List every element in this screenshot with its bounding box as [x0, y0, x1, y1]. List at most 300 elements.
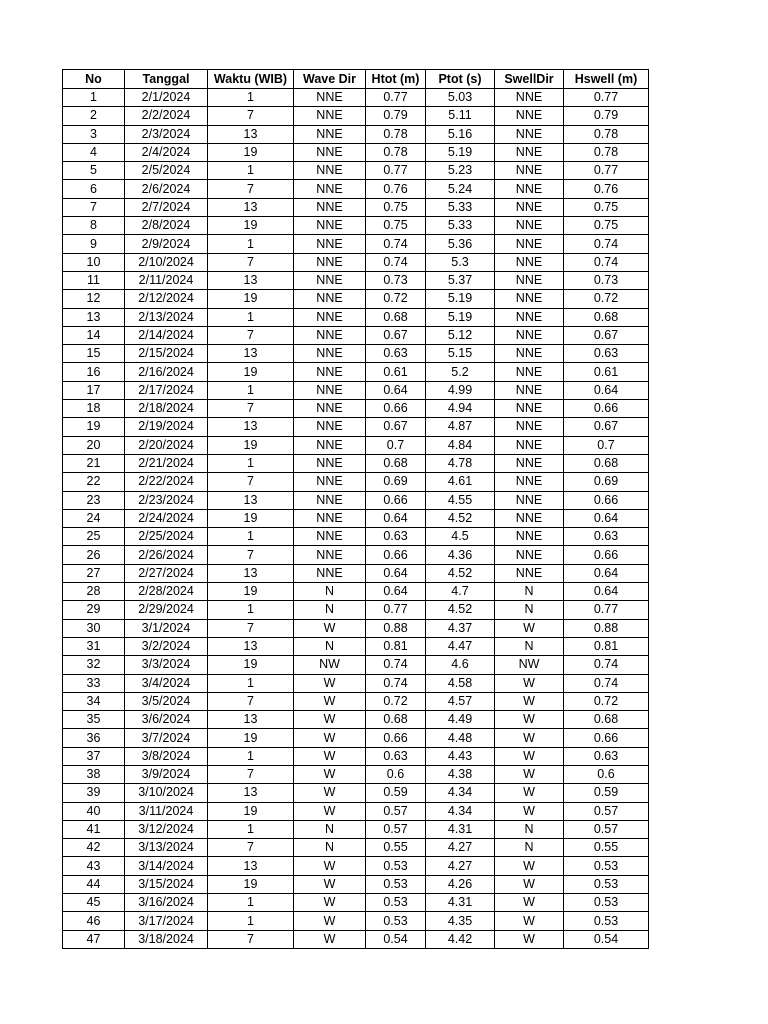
header-waktu: Waktu (WIB): [208, 70, 294, 89]
cell-ptot: 5.16: [426, 125, 495, 143]
cell-hswell: 0.79: [564, 107, 649, 125]
cell-htot: 0.67: [366, 326, 426, 344]
cell-no: 40: [63, 802, 125, 820]
cell-tanggal: 2/24/2024: [125, 509, 208, 527]
cell-no: 36: [63, 729, 125, 747]
cell-hswell: 0.72: [564, 290, 649, 308]
cell-wave-dir: NNE: [294, 418, 366, 436]
cell-waktu: 13: [208, 271, 294, 289]
cell-swell-dir: W: [495, 729, 564, 747]
header-swell-dir: SwellDir: [495, 70, 564, 89]
cell-no: 13: [63, 308, 125, 326]
cell-ptot: 5.3: [426, 253, 495, 271]
table-row: [63, 491, 649, 509]
cell-swell-dir: NNE: [495, 235, 564, 253]
cell-htot: 0.77: [366, 601, 426, 619]
cell-ptot: 4.87: [426, 418, 495, 436]
cell-wave-dir: NNE: [294, 345, 366, 363]
cell-ptot: 4.99: [426, 381, 495, 399]
cell-waktu: 19: [208, 290, 294, 308]
cell-no: 27: [63, 564, 125, 582]
cell-waktu: 1: [208, 601, 294, 619]
table-row: [63, 89, 649, 107]
cell-hswell: 0.68: [564, 454, 649, 472]
cell-swell-dir: N: [495, 820, 564, 838]
cell-ptot: 4.5: [426, 528, 495, 546]
cell-ptot: 5.19: [426, 308, 495, 326]
cell-swell-dir: W: [495, 765, 564, 783]
cell-htot: 0.74: [366, 253, 426, 271]
cell-no: 47: [63, 930, 125, 948]
cell-hswell: 0.64: [564, 509, 649, 527]
cell-htot: 0.75: [366, 198, 426, 216]
cell-no: 9: [63, 235, 125, 253]
cell-tanggal: 2/14/2024: [125, 326, 208, 344]
table-row: [63, 839, 649, 857]
cell-tanggal: 2/15/2024: [125, 345, 208, 363]
cell-swell-dir: W: [495, 894, 564, 912]
cell-no: 18: [63, 400, 125, 418]
cell-hswell: 0.67: [564, 418, 649, 436]
cell-wave-dir: NNE: [294, 143, 366, 161]
header-row: [63, 70, 649, 89]
cell-ptot: 4.52: [426, 509, 495, 527]
cell-swell-dir: NNE: [495, 125, 564, 143]
cell-htot: 0.57: [366, 802, 426, 820]
cell-no: 8: [63, 217, 125, 235]
cell-waktu: 13: [208, 784, 294, 802]
cell-wave-dir: NNE: [294, 400, 366, 418]
cell-tanggal: 3/16/2024: [125, 894, 208, 912]
table-row: [63, 125, 649, 143]
cell-wave-dir: NW: [294, 656, 366, 674]
cell-waktu: 7: [208, 326, 294, 344]
cell-hswell: 0.63: [564, 747, 649, 765]
cell-waktu: 19: [208, 656, 294, 674]
table-row: [63, 162, 649, 180]
cell-no: 15: [63, 345, 125, 363]
cell-htot: 0.66: [366, 546, 426, 564]
cell-no: 31: [63, 637, 125, 655]
cell-wave-dir: W: [294, 619, 366, 637]
cell-hswell: 0.78: [564, 143, 649, 161]
cell-tanggal: 3/15/2024: [125, 875, 208, 893]
cell-hswell: 0.74: [564, 674, 649, 692]
cell-waktu: 7: [208, 180, 294, 198]
cell-swell-dir: NNE: [495, 546, 564, 564]
table-row: [63, 637, 649, 655]
cell-wave-dir: NNE: [294, 271, 366, 289]
cell-tanggal: 2/22/2024: [125, 473, 208, 491]
table-row: [63, 692, 649, 710]
table-row: [63, 253, 649, 271]
cell-hswell: 0.75: [564, 217, 649, 235]
cell-swell-dir: W: [495, 619, 564, 637]
cell-hswell: 0.6: [564, 765, 649, 783]
cell-tanggal: 3/8/2024: [125, 747, 208, 765]
cell-tanggal: 3/5/2024: [125, 692, 208, 710]
cell-waktu: 19: [208, 217, 294, 235]
cell-wave-dir: W: [294, 711, 366, 729]
cell-wave-dir: N: [294, 583, 366, 601]
table-row: [63, 784, 649, 802]
cell-hswell: 0.61: [564, 363, 649, 381]
cell-swell-dir: NNE: [495, 509, 564, 527]
cell-htot: 0.74: [366, 674, 426, 692]
cell-htot: 0.72: [366, 290, 426, 308]
cell-swell-dir: W: [495, 875, 564, 893]
cell-tanggal: 2/6/2024: [125, 180, 208, 198]
cell-ptot: 4.84: [426, 436, 495, 454]
cell-no: 28: [63, 583, 125, 601]
cell-wave-dir: W: [294, 802, 366, 820]
cell-wave-dir: NNE: [294, 436, 366, 454]
table-row: [63, 454, 649, 472]
cell-ptot: 4.31: [426, 894, 495, 912]
cell-waktu: 7: [208, 253, 294, 271]
cell-ptot: 4.47: [426, 637, 495, 655]
cell-hswell: 0.66: [564, 546, 649, 564]
cell-htot: 0.78: [366, 143, 426, 161]
cell-waktu: 7: [208, 400, 294, 418]
cell-ptot: 5.36: [426, 235, 495, 253]
cell-no: 39: [63, 784, 125, 802]
cell-no: 20: [63, 436, 125, 454]
cell-wave-dir: N: [294, 839, 366, 857]
cell-hswell: 0.66: [564, 400, 649, 418]
cell-no: 35: [63, 711, 125, 729]
table-row: [63, 418, 649, 436]
header-hswell: Hswell (m): [564, 70, 649, 89]
cell-no: 16: [63, 363, 125, 381]
cell-no: 12: [63, 290, 125, 308]
cell-waktu: 19: [208, 729, 294, 747]
cell-no: 42: [63, 839, 125, 857]
table-row: [63, 930, 649, 948]
cell-waktu: 7: [208, 473, 294, 491]
cell-ptot: 5.11: [426, 107, 495, 125]
cell-wave-dir: W: [294, 930, 366, 948]
table-row: [63, 656, 649, 674]
cell-waktu: 1: [208, 381, 294, 399]
cell-htot: 0.6: [366, 765, 426, 783]
cell-hswell: 0.63: [564, 528, 649, 546]
cell-wave-dir: W: [294, 692, 366, 710]
table-row: [63, 619, 649, 637]
table-row: [63, 729, 649, 747]
cell-swell-dir: W: [495, 857, 564, 875]
cell-hswell: 0.81: [564, 637, 649, 655]
cell-hswell: 0.77: [564, 162, 649, 180]
cell-tanggal: 3/2/2024: [125, 637, 208, 655]
cell-htot: 0.53: [366, 912, 426, 930]
cell-swell-dir: NNE: [495, 491, 564, 509]
cell-tanggal: 3/3/2024: [125, 656, 208, 674]
cell-swell-dir: NNE: [495, 107, 564, 125]
cell-ptot: 4.52: [426, 564, 495, 582]
cell-wave-dir: W: [294, 857, 366, 875]
cell-no: 4: [63, 143, 125, 161]
cell-waktu: 13: [208, 345, 294, 363]
cell-tanggal: 2/20/2024: [125, 436, 208, 454]
cell-tanggal: 2/11/2024: [125, 271, 208, 289]
cell-htot: 0.76: [366, 180, 426, 198]
cell-tanggal: 2/7/2024: [125, 198, 208, 216]
cell-waktu: 1: [208, 747, 294, 765]
cell-wave-dir: W: [294, 894, 366, 912]
cell-tanggal: 3/10/2024: [125, 784, 208, 802]
cell-ptot: 5.33: [426, 198, 495, 216]
cell-swell-dir: W: [495, 692, 564, 710]
cell-ptot: 5.19: [426, 290, 495, 308]
cell-waktu: 1: [208, 89, 294, 107]
cell-swell-dir: NNE: [495, 162, 564, 180]
cell-ptot: 4.48: [426, 729, 495, 747]
cell-waktu: 13: [208, 198, 294, 216]
cell-ptot: 5.37: [426, 271, 495, 289]
cell-wave-dir: W: [294, 729, 366, 747]
table-row: [63, 711, 649, 729]
cell-hswell: 0.67: [564, 326, 649, 344]
cell-ptot: 4.31: [426, 820, 495, 838]
cell-tanggal: 2/29/2024: [125, 601, 208, 619]
cell-waktu: 7: [208, 765, 294, 783]
cell-no: 1: [63, 89, 125, 107]
cell-swell-dir: NNE: [495, 436, 564, 454]
table-row: [63, 217, 649, 235]
cell-ptot: 4.57: [426, 692, 495, 710]
cell-ptot: 4.38: [426, 765, 495, 783]
cell-waktu: 13: [208, 491, 294, 509]
cell-no: 37: [63, 747, 125, 765]
cell-waktu: 19: [208, 363, 294, 381]
cell-htot: 0.69: [366, 473, 426, 491]
cell-no: 30: [63, 619, 125, 637]
cell-ptot: 4.61: [426, 473, 495, 491]
table-row: [63, 308, 649, 326]
cell-wave-dir: W: [294, 875, 366, 893]
cell-wave-dir: NNE: [294, 162, 366, 180]
cell-ptot: 4.34: [426, 784, 495, 802]
cell-ptot: 4.42: [426, 930, 495, 948]
cell-ptot: 4.94: [426, 400, 495, 418]
cell-htot: 0.81: [366, 637, 426, 655]
cell-tanggal: 2/1/2024: [125, 89, 208, 107]
cell-htot: 0.77: [366, 89, 426, 107]
table-row: [63, 583, 649, 601]
cell-ptot: 4.37: [426, 619, 495, 637]
cell-tanggal: 2/5/2024: [125, 162, 208, 180]
cell-hswell: 0.64: [564, 564, 649, 582]
cell-swell-dir: W: [495, 674, 564, 692]
cell-htot: 0.74: [366, 656, 426, 674]
cell-ptot: 5.12: [426, 326, 495, 344]
cell-hswell: 0.57: [564, 802, 649, 820]
cell-wave-dir: W: [294, 674, 366, 692]
cell-ptot: 5.33: [426, 217, 495, 235]
table-row: [63, 912, 649, 930]
cell-swell-dir: NNE: [495, 454, 564, 472]
cell-wave-dir: NNE: [294, 308, 366, 326]
cell-hswell: 0.53: [564, 857, 649, 875]
cell-htot: 0.63: [366, 747, 426, 765]
cell-no: 32: [63, 656, 125, 674]
cell-hswell: 0.63: [564, 345, 649, 363]
header-no: No: [63, 70, 125, 89]
cell-tanggal: 3/4/2024: [125, 674, 208, 692]
cell-wave-dir: NNE: [294, 326, 366, 344]
cell-hswell: 0.76: [564, 180, 649, 198]
cell-tanggal: 3/11/2024: [125, 802, 208, 820]
cell-tanggal: 2/23/2024: [125, 491, 208, 509]
cell-ptot: 5.23: [426, 162, 495, 180]
cell-ptot: 5.19: [426, 143, 495, 161]
cell-ptot: 4.36: [426, 546, 495, 564]
cell-hswell: 0.74: [564, 656, 649, 674]
cell-no: 5: [63, 162, 125, 180]
cell-htot: 0.53: [366, 875, 426, 893]
cell-waktu: 1: [208, 912, 294, 930]
cell-tanggal: 2/3/2024: [125, 125, 208, 143]
cell-htot: 0.66: [366, 729, 426, 747]
cell-tanggal: 3/18/2024: [125, 930, 208, 948]
cell-no: 17: [63, 381, 125, 399]
cell-waktu: 13: [208, 125, 294, 143]
cell-waktu: 19: [208, 143, 294, 161]
cell-waktu: 7: [208, 546, 294, 564]
table-row: [63, 363, 649, 381]
cell-no: 34: [63, 692, 125, 710]
cell-tanggal: 2/2/2024: [125, 107, 208, 125]
cell-htot: 0.77: [366, 162, 426, 180]
cell-waktu: 7: [208, 692, 294, 710]
cell-hswell: 0.88: [564, 619, 649, 637]
cell-ptot: 4.43: [426, 747, 495, 765]
cell-waktu: 19: [208, 509, 294, 527]
cell-swell-dir: NNE: [495, 308, 564, 326]
cell-swell-dir: NNE: [495, 326, 564, 344]
cell-waktu: 1: [208, 674, 294, 692]
cell-waktu: 13: [208, 418, 294, 436]
cell-no: 41: [63, 820, 125, 838]
cell-wave-dir: NNE: [294, 491, 366, 509]
cell-hswell: 0.78: [564, 125, 649, 143]
cell-ptot: 4.58: [426, 674, 495, 692]
cell-htot: 0.67: [366, 418, 426, 436]
cell-no: 3: [63, 125, 125, 143]
cell-waktu: 7: [208, 107, 294, 125]
cell-no: 45: [63, 894, 125, 912]
cell-wave-dir: NNE: [294, 473, 366, 491]
cell-wave-dir: N: [294, 601, 366, 619]
cell-swell-dir: NNE: [495, 290, 564, 308]
cell-wave-dir: N: [294, 820, 366, 838]
cell-waktu: 7: [208, 930, 294, 948]
table-row: [63, 894, 649, 912]
cell-ptot: 4.34: [426, 802, 495, 820]
cell-wave-dir: NNE: [294, 546, 366, 564]
cell-tanggal: 2/25/2024: [125, 528, 208, 546]
cell-wave-dir: W: [294, 765, 366, 783]
cell-ptot: 4.35: [426, 912, 495, 930]
cell-htot: 0.78: [366, 125, 426, 143]
cell-ptot: 4.49: [426, 711, 495, 729]
cell-hswell: 0.59: [564, 784, 649, 802]
cell-waktu: 19: [208, 436, 294, 454]
cell-swell-dir: NNE: [495, 564, 564, 582]
cell-no: 23: [63, 491, 125, 509]
cell-htot: 0.68: [366, 308, 426, 326]
cell-waktu: 1: [208, 454, 294, 472]
cell-htot: 0.64: [366, 583, 426, 601]
table-row: [63, 564, 649, 582]
table-row: [63, 802, 649, 820]
cell-swell-dir: NNE: [495, 345, 564, 363]
cell-waktu: 13: [208, 711, 294, 729]
cell-swell-dir: W: [495, 747, 564, 765]
cell-htot: 0.64: [366, 509, 426, 527]
table-row: [63, 290, 649, 308]
cell-no: 33: [63, 674, 125, 692]
cell-no: 21: [63, 454, 125, 472]
cell-wave-dir: NNE: [294, 217, 366, 235]
cell-htot: 0.53: [366, 894, 426, 912]
cell-wave-dir: NNE: [294, 363, 366, 381]
cell-htot: 0.59: [366, 784, 426, 802]
cell-tanggal: 3/14/2024: [125, 857, 208, 875]
cell-htot: 0.68: [366, 454, 426, 472]
cell-no: 24: [63, 509, 125, 527]
header-ptot: Ptot (s): [426, 70, 495, 89]
cell-no: 22: [63, 473, 125, 491]
cell-tanggal: 2/16/2024: [125, 363, 208, 381]
table-row: [63, 473, 649, 491]
cell-htot: 0.64: [366, 564, 426, 582]
cell-no: 44: [63, 875, 125, 893]
table-row: [63, 747, 649, 765]
cell-no: 10: [63, 253, 125, 271]
cell-tanggal: 2/18/2024: [125, 400, 208, 418]
cell-hswell: 0.77: [564, 601, 649, 619]
cell-wave-dir: NNE: [294, 509, 366, 527]
cell-wave-dir: NNE: [294, 235, 366, 253]
cell-wave-dir: NNE: [294, 89, 366, 107]
cell-waktu: 19: [208, 583, 294, 601]
cell-no: 2: [63, 107, 125, 125]
cell-no: 14: [63, 326, 125, 344]
cell-tanggal: 2/21/2024: [125, 454, 208, 472]
cell-htot: 0.57: [366, 820, 426, 838]
cell-swell-dir: NNE: [495, 198, 564, 216]
cell-tanggal: 2/12/2024: [125, 290, 208, 308]
table-row: [63, 820, 649, 838]
cell-hswell: 0.64: [564, 583, 649, 601]
cell-wave-dir: NNE: [294, 253, 366, 271]
cell-ptot: 4.7: [426, 583, 495, 601]
cell-swell-dir: NNE: [495, 473, 564, 491]
cell-htot: 0.54: [366, 930, 426, 948]
cell-hswell: 0.68: [564, 711, 649, 729]
cell-waktu: 7: [208, 839, 294, 857]
cell-hswell: 0.64: [564, 381, 649, 399]
table-header: [63, 70, 649, 89]
cell-waktu: 1: [208, 528, 294, 546]
cell-swell-dir: NNE: [495, 400, 564, 418]
cell-wave-dir: W: [294, 784, 366, 802]
table-row: [63, 436, 649, 454]
cell-wave-dir: NNE: [294, 180, 366, 198]
cell-tanggal: 2/13/2024: [125, 308, 208, 326]
